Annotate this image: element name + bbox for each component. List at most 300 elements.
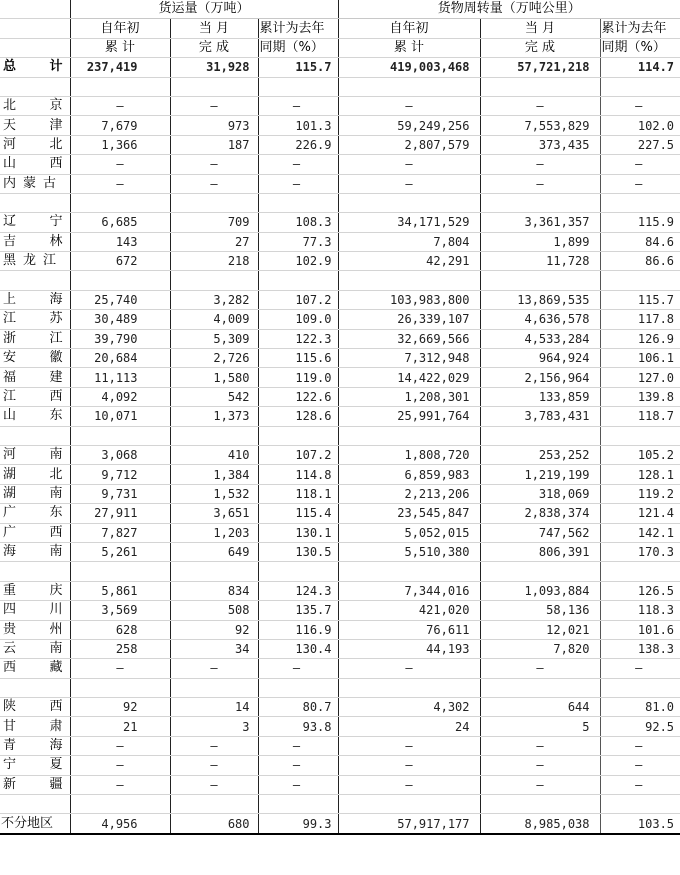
empty-cell [0, 426, 70, 445]
region-name [0, 96, 70, 115]
region-name [0, 484, 70, 503]
vol-pct-cell: 128.6 [258, 407, 338, 426]
region-name-part-a: 内蒙古 [3, 175, 64, 191]
empty-cell [338, 193, 480, 212]
vol-month-cell: – [170, 659, 258, 678]
vol-month-cell: 2,726 [170, 349, 258, 368]
spacer-row [0, 678, 680, 697]
vol-pct-cell: – [258, 659, 338, 678]
empty-cell [170, 795, 258, 814]
empty-cell [0, 271, 70, 290]
region-name-part-b: 西 [49, 699, 63, 715]
turn-pct-cell: 81.0 [600, 698, 680, 717]
vol-ytd-cell: 9,731 [70, 484, 170, 503]
vol-month-cell: – [170, 174, 258, 193]
empty-cell [338, 562, 480, 581]
vol-pct-cell: – [258, 96, 338, 115]
empty-cell [600, 678, 680, 697]
vol-ytd-cell: – [70, 736, 170, 755]
empty-cell [0, 77, 70, 96]
region-name-part-b: 宁 [49, 214, 63, 230]
region-name-part-a: 安 [3, 350, 17, 366]
unallocated-turn-month: 8,985,038 [480, 814, 600, 834]
turn-ytd-cell: 42,291 [338, 252, 480, 271]
vol-ytd-cell: 258 [70, 639, 170, 658]
empty-cell [258, 678, 338, 697]
turn-month-cell: – [480, 174, 600, 193]
vol-month-cell: 410 [170, 445, 258, 464]
spacer-row [0, 77, 680, 96]
table-row [0, 310, 680, 329]
turn-ytd-cell: 1,808,720 [338, 445, 480, 464]
region-name [0, 620, 70, 639]
region-name-part-a: 江 [3, 389, 17, 404]
vol-pct-cell: 114.8 [258, 465, 338, 484]
empty-cell [600, 562, 680, 581]
table-row [0, 407, 680, 426]
turn-ytd-cell: 103,983,800 [338, 290, 480, 309]
region-name-part-a: 宁 [3, 757, 17, 773]
region-name-part-b: 川 [49, 602, 63, 618]
vol-ytd-cell: – [70, 174, 170, 193]
table-row [0, 290, 680, 309]
vol-month-cell: 92 [170, 620, 258, 639]
turn-pct-cell: 138.3 [600, 639, 680, 658]
turn-ytd-cell: 5,510,380 [338, 542, 480, 561]
turn-ytd-cell: 6,859,983 [338, 465, 480, 484]
turn-ytd-cell: 7,804 [338, 232, 480, 251]
table-row [0, 96, 680, 115]
turn-pct-cell: 118.7 [600, 407, 680, 426]
empty-cell [600, 193, 680, 212]
vol-pct-cell: 80.7 [258, 698, 338, 717]
vol-pct-cell: 77.3 [258, 232, 338, 251]
empty-cell [258, 562, 338, 581]
vol-pct-cell: 102.9 [258, 252, 338, 271]
vol-month-cell: 1,373 [170, 407, 258, 426]
turn-month-cell: 644 [480, 698, 600, 717]
empty-cell [170, 678, 258, 697]
vol-month-cell: 649 [170, 542, 258, 561]
turn-month-cell: 4,533,284 [480, 329, 600, 348]
region-name [0, 329, 70, 348]
table-row [0, 542, 680, 561]
region-name-part-a: 甘 [3, 718, 17, 734]
turn-month-cell: 58,136 [480, 601, 600, 620]
vol-pct-cell: 130.5 [258, 542, 338, 561]
region-name-part-b: 州 [49, 621, 63, 637]
turn-pct-cell: 106.1 [600, 349, 680, 368]
vol-ytd-cell: 25,740 [70, 290, 170, 309]
total-turn-pct: 114.7 [600, 58, 680, 77]
vol-month-cell: – [170, 155, 258, 174]
empty-cell [600, 795, 680, 814]
turn-month-cell: 3,783,431 [480, 407, 600, 426]
empty-cell [70, 193, 170, 212]
turn-pct-cell: – [600, 155, 680, 174]
region-name-part-a: 上 [3, 292, 17, 308]
header-vol-month: 当 月 [170, 19, 258, 38]
turn-ytd-cell: 14,422,029 [338, 368, 480, 387]
empty-cell [480, 678, 600, 697]
region-name-part-a: 西 [3, 660, 17, 676]
turn-month-cell: 253,252 [480, 445, 600, 464]
region-name [0, 698, 70, 717]
table-row [0, 581, 680, 600]
empty-cell [258, 193, 338, 212]
turn-ytd-cell: 59,249,256 [338, 116, 480, 135]
region-name-part-b: 东 [49, 505, 63, 521]
header-vol-ytd-2: 累 计 [70, 38, 170, 57]
table-row [0, 775, 680, 794]
header-corner-3 [0, 38, 70, 57]
turn-pct-cell: 128.1 [600, 465, 680, 484]
table-row [0, 232, 680, 251]
region-name [0, 252, 70, 271]
vol-month-cell: 5,309 [170, 329, 258, 348]
vol-month-cell: 4,009 [170, 310, 258, 329]
vol-month-cell: 27 [170, 232, 258, 251]
vol-pct-cell: 101.3 [258, 116, 338, 135]
empty-cell [0, 193, 70, 212]
region-name [0, 155, 70, 174]
turn-month-cell: 1,899 [480, 232, 600, 251]
table-row [0, 213, 680, 232]
empty-cell [338, 271, 480, 290]
spacer-row [0, 426, 680, 445]
region-name [0, 445, 70, 464]
empty-cell [258, 426, 338, 445]
empty-cell [338, 678, 480, 697]
turn-month-cell: 5 [480, 717, 600, 736]
region-name [0, 717, 70, 736]
region-name [0, 775, 70, 794]
vol-month-cell: 973 [170, 116, 258, 135]
vol-month-cell: 1,532 [170, 484, 258, 503]
turn-pct-cell: 117.8 [600, 310, 680, 329]
empty-cell [70, 678, 170, 697]
turn-month-cell: 318,069 [480, 484, 600, 503]
header-vol-pct: 累计为去年 [258, 19, 338, 38]
table-row [0, 484, 680, 503]
region-name-part-a: 辽 [3, 214, 17, 230]
vol-ytd-cell: – [70, 155, 170, 174]
vol-pct-cell: – [258, 155, 338, 174]
table-row [0, 639, 680, 658]
region-name-part-a: 湖 [3, 466, 17, 482]
turn-pct-cell: 126.9 [600, 329, 680, 348]
region-name [0, 310, 70, 329]
spacer-row [0, 562, 680, 581]
vol-month-cell: 218 [170, 252, 258, 271]
empty-cell [70, 426, 170, 445]
turn-pct-cell: 105.2 [600, 445, 680, 464]
table-row [0, 620, 680, 639]
empty-cell [0, 795, 70, 814]
turn-month-cell: 747,562 [480, 523, 600, 542]
vol-pct-cell: 130.4 [258, 639, 338, 658]
total-turn-month: 57,721,218 [480, 58, 600, 77]
turn-month-cell: 1,093,884 [480, 581, 600, 600]
turn-month-cell: 2,838,374 [480, 504, 600, 523]
turn-pct-cell: 121.4 [600, 504, 680, 523]
vol-ytd-cell: 11,113 [70, 368, 170, 387]
region-name [0, 736, 70, 755]
region-name [0, 542, 70, 561]
region-name-part-a: 青 [3, 738, 17, 754]
vol-ytd-cell: 3,068 [70, 445, 170, 464]
vol-month-cell: 3 [170, 717, 258, 736]
table-row [0, 736, 680, 755]
empty-cell [480, 77, 600, 96]
vol-ytd-cell: 628 [70, 620, 170, 639]
turn-month-cell: 2,156,964 [480, 368, 600, 387]
header-turn-pct-2: 同期（%） [600, 38, 680, 57]
table-row [0, 717, 680, 736]
turn-month-cell: – [480, 659, 600, 678]
table-row [0, 659, 680, 678]
table-row [0, 329, 680, 348]
region-name [0, 232, 70, 251]
turn-month-cell: 1,219,199 [480, 465, 600, 484]
turn-ytd-cell: 2,213,206 [338, 484, 480, 503]
table-row [0, 465, 680, 484]
turn-month-cell: 13,869,535 [480, 290, 600, 309]
table-row [0, 698, 680, 717]
vol-ytd-cell: – [70, 775, 170, 794]
turn-ytd-cell: 23,545,847 [338, 504, 480, 523]
region-name [0, 290, 70, 309]
turn-month-cell: 12,021 [480, 620, 600, 639]
region-name-part-a: 广 [3, 524, 17, 540]
table-row [0, 523, 680, 542]
empty-cell [0, 678, 70, 697]
turn-pct-cell: 126.5 [600, 581, 680, 600]
empty-cell [170, 77, 258, 96]
header-turn-ytd: 自年初 [338, 19, 480, 38]
turn-month-cell: 133,859 [480, 387, 600, 406]
vol-ytd-cell: 4,092 [70, 387, 170, 406]
table-row [0, 349, 680, 368]
vol-ytd-cell: 672 [70, 252, 170, 271]
turn-month-cell: – [480, 775, 600, 794]
vol-pct-cell: 226.9 [258, 135, 338, 154]
turn-month-cell: 7,820 [480, 639, 600, 658]
turn-pct-cell: – [600, 736, 680, 755]
region-name-part-a: 海 [3, 544, 17, 560]
turn-month-cell: 373,435 [480, 135, 600, 154]
vol-ytd-cell: 92 [70, 698, 170, 717]
turn-pct-cell: 142.1 [600, 523, 680, 542]
vol-pct-cell: 135.7 [258, 601, 338, 620]
region-name-part-b: 海 [49, 738, 63, 754]
vol-ytd-cell: 27,911 [70, 504, 170, 523]
turn-ytd-cell: 32,669,566 [338, 329, 480, 348]
turn-ytd-cell: – [338, 96, 480, 115]
empty-cell [480, 193, 600, 212]
empty-cell [170, 193, 258, 212]
vol-ytd-cell: 20,684 [70, 349, 170, 368]
empty-cell [258, 271, 338, 290]
vol-pct-cell: 109.0 [258, 310, 338, 329]
vol-pct-cell: 130.1 [258, 523, 338, 542]
vol-pct-cell: 119.0 [258, 368, 338, 387]
region-name-part-a: 湖 [3, 485, 17, 501]
header-row-2 [0, 38, 680, 57]
turn-ytd-cell: 5,052,015 [338, 523, 480, 542]
header-row-groups [0, 0, 680, 19]
header-turn-month-2: 完 成 [480, 38, 600, 57]
turn-month-cell: 964,924 [480, 349, 600, 368]
region-name [0, 639, 70, 658]
empty-cell [480, 795, 600, 814]
turn-pct-cell: 227.5 [600, 135, 680, 154]
empty-cell [600, 271, 680, 290]
region-name-part-b: 南 [49, 485, 63, 501]
vol-month-cell: 3,282 [170, 290, 258, 309]
total-vol-pct: 115.7 [258, 58, 338, 77]
empty-cell [0, 562, 70, 581]
turn-pct-cell: – [600, 174, 680, 193]
region-name [0, 174, 70, 193]
vol-ytd-cell: – [70, 659, 170, 678]
region-name-part-a: 陕 [3, 699, 17, 715]
region-name [0, 581, 70, 600]
vol-pct-cell: 118.1 [258, 484, 338, 503]
total-turn-ytd: 419,003,468 [338, 58, 480, 77]
region-name-part-b: 南 [49, 544, 63, 560]
region-name [0, 465, 70, 484]
turn-ytd-cell: 7,312,948 [338, 349, 480, 368]
total-label-a: 总 [3, 59, 17, 75]
vol-ytd-cell: 9,712 [70, 465, 170, 484]
vol-ytd-cell: 143 [70, 232, 170, 251]
table-row [0, 387, 680, 406]
region-name-part-b: 西 [49, 524, 63, 540]
vol-ytd-cell: 7,679 [70, 116, 170, 135]
turn-pct-cell: – [600, 659, 680, 678]
region-name-part-b: 江 [49, 330, 63, 346]
region-name-part-b: 苏 [49, 311, 63, 327]
vol-pct-cell: 115.4 [258, 504, 338, 523]
region-name-part-a: 黑龙江 [3, 253, 64, 269]
vol-ytd-cell: 3,569 [70, 601, 170, 620]
vol-pct-cell: – [258, 736, 338, 755]
table-row [0, 252, 680, 271]
empty-cell [480, 562, 600, 581]
header-corner [0, 0, 70, 19]
turn-ytd-cell: 2,807,579 [338, 135, 480, 154]
vol-pct-cell: 124.3 [258, 581, 338, 600]
turn-month-cell: 806,391 [480, 542, 600, 561]
turn-pct-cell: 127.0 [600, 368, 680, 387]
turn-pct-cell: 86.6 [600, 252, 680, 271]
region-name-part-a: 重 [3, 582, 17, 598]
empty-cell [258, 77, 338, 96]
region-name-part-b: 津 [49, 117, 63, 133]
vol-ytd-cell: 21 [70, 717, 170, 736]
header-freight-turnover: 货物周转量（万吨公里） [338, 0, 680, 19]
vol-ytd-cell: – [70, 756, 170, 775]
turn-month-cell: 3,361,357 [480, 213, 600, 232]
vol-month-cell: 1,384 [170, 465, 258, 484]
vol-pct-cell: – [258, 174, 338, 193]
unallocated-label: 不分地区 [0, 814, 70, 834]
turn-month-cell: – [480, 736, 600, 755]
header-row-1 [0, 19, 680, 38]
region-name [0, 213, 70, 232]
turn-ytd-cell: – [338, 659, 480, 678]
vol-ytd-cell: 39,790 [70, 329, 170, 348]
empty-cell [600, 77, 680, 96]
vol-month-cell: 1,580 [170, 368, 258, 387]
region-name [0, 659, 70, 678]
empty-cell [258, 795, 338, 814]
header-vol-pct-2: 同期（%） [258, 38, 338, 57]
region-name-part-a: 广 [3, 505, 17, 521]
vol-month-cell: 542 [170, 387, 258, 406]
vol-pct-cell: 107.2 [258, 445, 338, 464]
empty-cell [480, 426, 600, 445]
vol-pct-cell: – [258, 756, 338, 775]
region-name-part-b: 疆 [49, 776, 63, 792]
region-name-part-a: 浙 [3, 330, 17, 346]
turn-ytd-cell: – [338, 174, 480, 193]
table-row [0, 155, 680, 174]
turn-ytd-cell: 421,020 [338, 601, 480, 620]
region-name-part-a: 北 [3, 98, 17, 114]
turn-pct-cell: – [600, 96, 680, 115]
vol-month-cell: 34 [170, 639, 258, 658]
empty-cell [170, 562, 258, 581]
total-vol-month: 31,928 [170, 58, 258, 77]
vol-month-cell: 14 [170, 698, 258, 717]
region-name [0, 601, 70, 620]
region-name-part-a: 新 [3, 776, 17, 792]
vol-ytd-cell: 6,685 [70, 213, 170, 232]
total-row [0, 58, 680, 77]
region-name-part-b: 南 [49, 641, 63, 657]
table-row [0, 504, 680, 523]
turn-month-cell: 4,636,578 [480, 310, 600, 329]
unallocated-turn-ytd: 57,917,177 [338, 814, 480, 834]
region-name-part-a: 河 [3, 447, 17, 463]
turn-pct-cell: 115.9 [600, 213, 680, 232]
vol-pct-cell: 108.3 [258, 213, 338, 232]
region-name-part-b: 南 [49, 447, 63, 463]
spacer-row [0, 193, 680, 212]
empty-cell [338, 795, 480, 814]
region-name-part-a: 四 [3, 602, 17, 618]
header-vol-month-2: 完 成 [170, 38, 258, 57]
total-label-b: 计 [49, 59, 63, 75]
header-vol-ytd: 自年初 [70, 19, 170, 38]
region-name-part-b: 京 [49, 98, 63, 114]
vol-month-cell: – [170, 96, 258, 115]
region-name-part-a: 福 [3, 369, 17, 385]
region-name-part-b: 海 [49, 292, 63, 308]
vol-ytd-cell: 5,261 [70, 542, 170, 561]
region-name [0, 135, 70, 154]
table-row [0, 756, 680, 775]
vol-ytd-cell: 10,071 [70, 407, 170, 426]
unallocated-row [0, 814, 680, 834]
turn-pct-cell: – [600, 775, 680, 794]
table-row [0, 174, 680, 193]
region-name [0, 407, 70, 426]
turn-month-cell: 11,728 [480, 252, 600, 271]
turn-ytd-cell: 26,339,107 [338, 310, 480, 329]
